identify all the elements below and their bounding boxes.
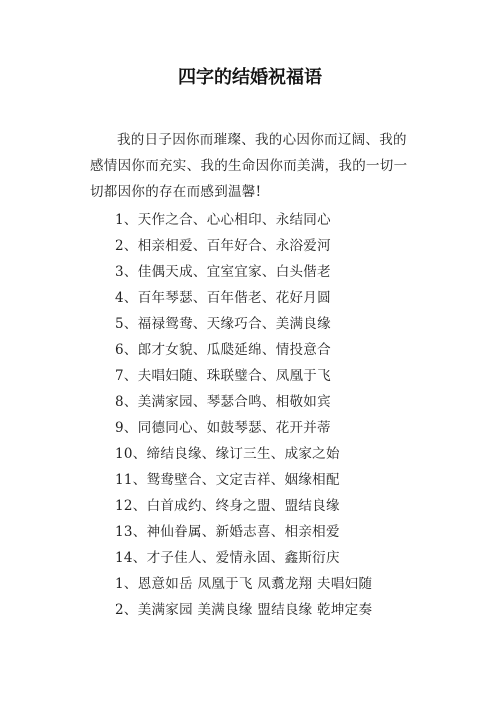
list-item: 4、百年琴瑟、百年偕老、花好月圆 — [115, 290, 331, 306]
list-item: 14、才子佳人、爱情永固、鑫斯衍庆 — [115, 550, 340, 566]
list-item: 2、美满家园 美满良缘 盟结良缘 乾坤定奏 — [115, 602, 373, 618]
list-item: 5、福禄鸳鸯、天缘巧合、美满良缘 — [115, 316, 331, 332]
blessing-list — [115, 207, 435, 623]
list-item: 2、相亲相爱、百年好合、永浴爱河 — [115, 238, 331, 254]
list-item: 13、神仙眷属、新婚志喜、相亲相爱 — [115, 524, 340, 540]
list-item: 12、白首成约、终身之盟、盟结良缘 — [115, 498, 340, 514]
list-item: 6、郎才女貌、瓜瓞延绵、情投意合 — [115, 342, 331, 358]
list-item: 3、佳偶天成、宜室宜家、白头偕老 — [115, 264, 331, 280]
intro-paragraph: 我的日子因你而璀璨、我的心因你而辽阔、我的感情因你而充实、我的生命因你而美满，我的一切一切都因你的存在而感到温馨! — [90, 132, 408, 200]
list-item: 7、夫唱妇随、珠联璧合、凤凰于飞 — [115, 368, 331, 384]
page-title: 四字的结婚祝福语 — [178, 67, 322, 88]
list-item: 1、天作之合、心心相印、永结同心 — [115, 212, 331, 228]
list-item: 8、美满家园、琴瑟合鸣、相敬如宾 — [115, 394, 331, 410]
list-item: 10、缔结良缘、缘订三生、成家之始 — [115, 446, 340, 462]
list-item: 11、鸳鸯壁合、文定吉祥、姻缘相配 — [115, 472, 340, 488]
list-item: 9、同德同心、如鼓琴瑟、花开并蒂 — [115, 420, 331, 436]
list-item: 1、恩意如岳 凤凰于飞 凤翥龙翔 夫唱妇随 — [115, 576, 373, 592]
